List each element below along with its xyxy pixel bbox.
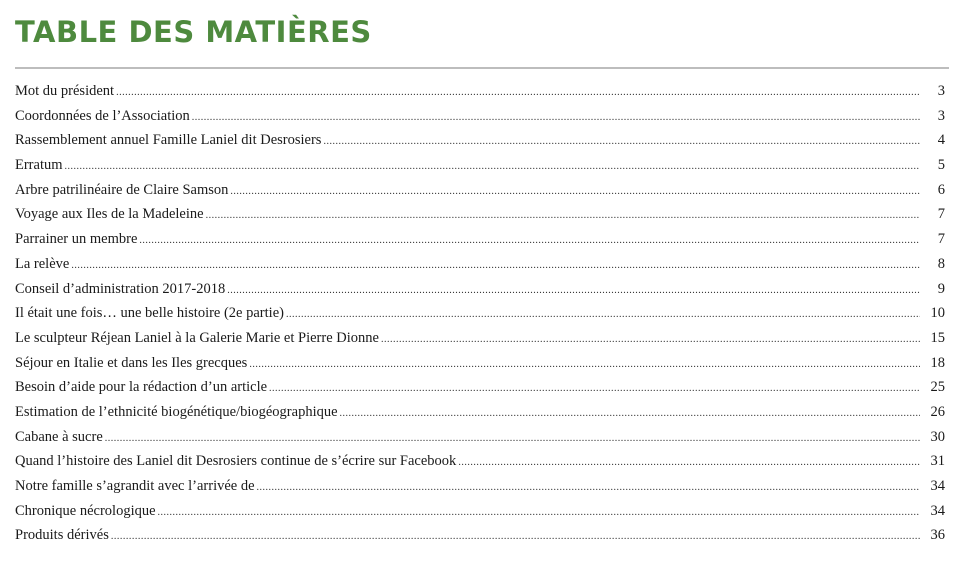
toc-entry-title: Parrainer un membre <box>15 231 138 248</box>
dot-leader <box>230 186 920 197</box>
toc-entry-title: Besoin d’aide pour la rédaction d’un article <box>15 379 268 396</box>
page-title: TABLE DES MATIÈRES <box>15 15 372 49</box>
toc-entry-page: 18 <box>930 354 945 371</box>
toc-entry <box>15 206 945 231</box>
toc-entry-title: Coordonnées de l’Association <box>15 107 190 124</box>
toc-entry <box>15 503 945 528</box>
toc-entry-page: 4 <box>937 132 945 149</box>
dot-leader <box>65 161 920 172</box>
dot-leader <box>111 531 920 542</box>
toc-entry <box>15 83 945 108</box>
toc-entry <box>15 182 945 207</box>
toc-entry <box>15 330 945 355</box>
toc-entry-page: 30 <box>930 428 945 445</box>
toc-entry-title: Voyage aux Iles de la Madeleine <box>15 206 204 223</box>
toc-entry <box>15 355 945 380</box>
toc-entry-page: 7 <box>937 231 945 248</box>
dot-leader <box>206 210 920 221</box>
toc-entry-page: 10 <box>930 305 945 322</box>
toc-entry-page: 34 <box>930 502 945 519</box>
toc-entry-title: La relève <box>15 255 70 272</box>
toc-entry-title: Cabane à sucre <box>15 428 103 445</box>
dot-leader <box>227 285 920 296</box>
title-divider <box>15 67 949 69</box>
dot-leader <box>458 457 920 468</box>
dot-leader <box>116 87 920 98</box>
toc-entry-title: Erratum <box>15 157 63 174</box>
toc-entry-page: 36 <box>930 527 945 544</box>
toc-entry-page: 31 <box>930 453 945 470</box>
dot-leader <box>286 309 920 320</box>
dot-leader <box>249 359 920 370</box>
toc-entry-title: Séjour en Italie et dans les Iles grecques <box>15 354 248 371</box>
toc-entry <box>15 453 945 478</box>
toc-entry <box>15 379 945 404</box>
toc-entry-title: Chronique nécrologique <box>15 502 156 519</box>
dot-leader <box>381 334 920 345</box>
toc-entry-title: Quand l’histoire des Laniel dit Desrosiers continue de s’écrire sur Facebook <box>15 453 457 470</box>
toc-entry-page: 34 <box>930 478 945 494</box>
toc-entry-title: Conseil d’administration 2017-2018 <box>15 280 226 297</box>
toc-entry-title: Arbre patrilinéaire de Claire Samson <box>15 181 229 198</box>
toc-entry-page: 26 <box>930 403 945 420</box>
toc-entry-page: 9 <box>937 280 945 297</box>
toc-entry <box>15 231 945 256</box>
dot-leader <box>105 433 920 444</box>
dot-leader <box>257 482 920 493</box>
toc-entry-title: Rassemblement annuel Famille Laniel dit Desrosiers <box>15 132 322 149</box>
toc-entry-title: Notre famille s’agrandit avec l’arrivée de <box>15 478 255 494</box>
toc-entry <box>15 108 945 133</box>
toc-entry-page: 25 <box>930 379 945 396</box>
toc-entry-page: 5 <box>937 157 945 174</box>
toc-entry-page: 15 <box>930 329 945 346</box>
toc-entry <box>15 132 945 157</box>
toc-entry-page: 6 <box>937 181 945 198</box>
toc-entry-title: Produits dérivés <box>15 527 109 544</box>
toc-entry-page: 7 <box>937 206 945 223</box>
toc-entry <box>15 478 945 503</box>
dot-leader <box>139 235 920 246</box>
toc-entry-title: Le sculpteur Réjean Laniel à la Galerie Marie et Pierre Dionne <box>15 329 379 346</box>
toc-entry-page: 3 <box>937 107 945 124</box>
dot-leader <box>323 136 920 147</box>
toc-entry <box>15 256 945 281</box>
toc-entry-title: Mot du président <box>15 83 115 99</box>
toc-entry <box>15 527 945 552</box>
toc-entry-title: Estimation de l’ethnicité biogénétique/biogéographique <box>15 403 338 420</box>
toc-entry <box>15 305 945 330</box>
dot-leader <box>192 112 920 123</box>
toc-entry-page: 8 <box>937 255 945 272</box>
dot-leader <box>71 260 920 271</box>
dot-leader <box>269 383 920 394</box>
toc-entry <box>15 404 945 429</box>
toc-entry <box>15 281 945 306</box>
toc-entry <box>15 429 945 454</box>
toc-entry-page: 3 <box>937 83 945 99</box>
toc-entry <box>15 157 945 182</box>
table-of-contents <box>15 83 945 552</box>
toc-entry-title: Il était une fois… une belle histoire (2e partie) <box>15 305 284 322</box>
dot-leader <box>158 507 920 518</box>
dot-leader <box>340 408 920 419</box>
